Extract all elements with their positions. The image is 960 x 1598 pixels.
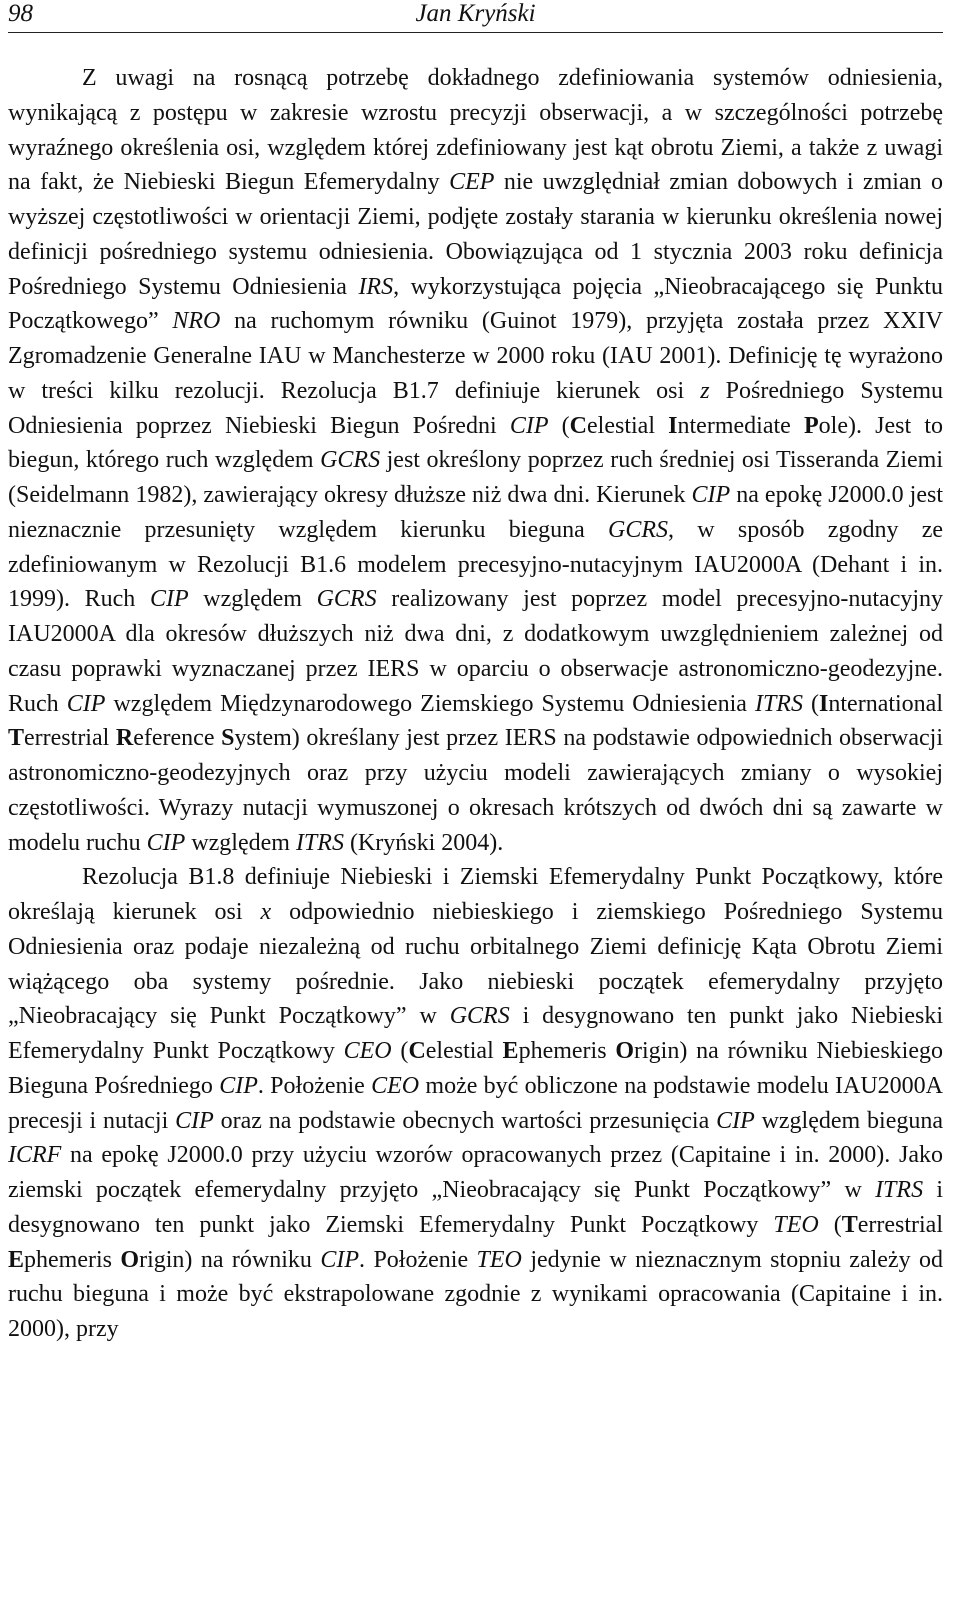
text-run: realizowany jest poprzez model precesyjno-nutacyjny IAU2000A dla okresów dłuższych niż dwa dni, z dodatkowym uwzględnieniem zależnej od czasu poprawki wyznaczanej przez IERS w oparciu o obserwacje astronomiczno-geodezyjne. Ruch xyxy=(8,586,944,717)
italic-term: ICRF xyxy=(8,1142,62,1169)
bold-initial: T xyxy=(8,725,25,752)
bold-initial: E xyxy=(8,1246,25,1273)
italic-term: TEO xyxy=(773,1211,819,1238)
italic-term: x xyxy=(260,899,272,925)
text-run: ystem) określany jest przez IERS na podstawie odpowiednich obserwacji astronomiczno-geodezyjnych oraz przy użyciu modeli zawierających zmiany o wysokiej częstotliwości. Wyrazy nutacji wymuszonej o okresach krótszych od dwóch dni są zawarte w modelu ruchu xyxy=(8,725,943,856)
text-run: elestial xyxy=(587,412,669,439)
italic-term: CEO xyxy=(371,1072,420,1099)
bold-initial: I xyxy=(819,690,829,717)
text-run: na epokę J2000.0 jest nieznacznie przesunięty względem kierunku bieguna xyxy=(8,482,943,543)
bold-initial: O xyxy=(615,1038,635,1064)
italic-term: CIP xyxy=(691,482,731,508)
italic-term: ITRS xyxy=(754,690,803,717)
text-run: jest określony poprzez ruch średniej osi Tisseranda Ziemi (Seidelmann 1982), zawierający okresy dłuższe niż dwa dni. Kierunek xyxy=(8,447,943,508)
bold-initial: C xyxy=(569,412,588,439)
italic-term: TEO xyxy=(476,1246,522,1273)
italic-term: CIP xyxy=(175,1107,214,1134)
italic-term: IRS xyxy=(358,273,394,300)
italic-term: CEP xyxy=(449,169,495,196)
italic-term: CIP xyxy=(149,586,189,613)
text-run: Z uwagi na rosnącą potrzebę dokładnego zdefiniowania systemów odniesienia, wynikającą z postępu w zakresie wzrostu precyzji obserwacji, a w szczególności potrzebę wyraźnego określenia osi, względem której zdefiniowany jest kąt obrotu Ziemi, a także z uwagi na fakt, że Niebieski Biegun Efemerydalny xyxy=(8,65,943,196)
bold-initial: R xyxy=(115,725,134,752)
text-run: , w sposób zgodny ze zdefiniowanym w Rezolucji B1.6 modelem precesyjno-nutacyjnym IAU2000A (Dehant i in. 1999). Ruch xyxy=(8,516,943,613)
italic-term: CIP xyxy=(146,829,186,856)
bold-initial: P xyxy=(803,412,819,439)
page-number: 98 xyxy=(8,0,33,27)
text-run: phemeris xyxy=(24,1246,121,1273)
text-run: względem xyxy=(185,829,296,856)
italic-term: CIP xyxy=(320,1246,360,1273)
text-run: rigin) na równiku xyxy=(139,1246,321,1273)
text-run: (Kryński 2004). xyxy=(343,829,504,856)
text-run: , wykorzystująca pojęcia „Nieobracającego się Punktu Początkowego” xyxy=(8,273,943,335)
body-text xyxy=(8,61,943,1347)
bold-initial: C xyxy=(408,1038,426,1064)
text-run: względem bieguna xyxy=(754,1107,943,1134)
text-run: errestrial xyxy=(857,1211,943,1238)
text-run: ( xyxy=(818,1211,842,1238)
bold-initial: T xyxy=(841,1211,858,1238)
bold-initial: O xyxy=(120,1246,140,1273)
text-run: i desygnowano ten punkt jako Ziemski Efemerydalny Punkt Początkowy xyxy=(8,1177,943,1238)
text-run: eference xyxy=(133,725,222,752)
text-run: na epokę J2000.0 przy użyciu wzorów opracowanych przez (Capitaine i in. 2000). Jako ziemski początek efemerydalny przyjęto „Nieobracający się Punkt Początkowy” w xyxy=(8,1142,943,1203)
text-run: ( xyxy=(391,1038,409,1064)
text-run: ntermediate xyxy=(677,412,804,439)
text-run: Rezolucja B1.8 definiuje Niebieski i Ziemski Efemerydalny Punkt Początkowy, które określają kierunek osi xyxy=(8,864,943,925)
text-run: ole). Jest to biegun, którego ruch względem xyxy=(8,412,944,474)
bold-initial: S xyxy=(221,725,235,752)
text-run: Pośredniego Systemu Odniesienia poprzez Niebieski Biegun Pośredni xyxy=(8,377,944,439)
text-run: względem xyxy=(188,586,317,613)
text-run: względem Międzynarodowego Ziemskiego Systemu Odniesienia xyxy=(105,690,755,717)
text-run: nternational xyxy=(828,690,943,717)
italic-term: GCRS xyxy=(608,516,669,543)
text-run: oraz na podstawie obecnych wartości przesunięcia xyxy=(213,1107,717,1134)
italic-term: CIP xyxy=(66,690,106,717)
text-run: jedynie w nieznacznym stopniu zależy od ruchu bieguna i może być ekstrapolowane zgodnie z wynikami opracowania (Capitaine i in. 2000), przy xyxy=(8,1246,944,1342)
text-run: phemeris xyxy=(518,1038,616,1064)
text-run: nie uwzględniał zmian dobowych i zmian o wyższej częstotliwości w orientacji Ziemi, podjęte zostały starania w kierunku określenia nowej definicji pośredniego systemu odniesienia. Obowiązująca od 1 stycznia 2003 roku definicja Pośredniego Systemu Odniesienia xyxy=(8,169,944,300)
text-run: errestrial xyxy=(24,725,116,752)
italic-term: z xyxy=(700,377,710,404)
text-run: rigin) na równiku Niebieskiego Bieguna Pośredniego xyxy=(8,1038,943,1099)
text-run: ( xyxy=(802,690,820,717)
running-head-author: Jan Kryński xyxy=(415,0,536,27)
text-run: . Położenie xyxy=(257,1072,372,1099)
italic-term: CIP xyxy=(509,412,549,439)
italic-term: CIP xyxy=(716,1107,755,1134)
italic-term: GCRS xyxy=(449,1003,510,1030)
paragraph xyxy=(8,860,943,1347)
running-header xyxy=(8,0,943,33)
text-run: ( xyxy=(548,412,570,439)
italic-term: GCRS xyxy=(320,447,381,474)
italic-term: ITRS xyxy=(295,829,344,856)
italic-term: GCRS xyxy=(316,586,377,613)
text-run: odpowiednio niebieskiego i ziemskiego Pośredniego Systemu Odniesienia oraz podaje niezależną od ruchu orbitalnego Ziemi definicję Kąta Obrotu Ziemi wiążącego oba systemy pośrednie. Jako niebieski początek efemerydalny przyjęto „Nieobracający się Punkt Początkowy” w xyxy=(8,899,943,1030)
text-run: . Położenie xyxy=(359,1246,477,1273)
italic-term: CIP xyxy=(219,1072,258,1099)
paragraph xyxy=(8,61,943,860)
bold-initial: I xyxy=(668,412,678,439)
italic-term: CEO xyxy=(343,1038,392,1064)
text-run: na ruchomym równiku (Guinot 1979), przyjęta została przez XXIV Zgromadzenie Generalne IAU w Manchesterze w 2000 roku (IAU 2001). Definicję tę wyrażono w treści kilku rezolucji. Rezolucja B1.7 definiuje kierunek osi xyxy=(8,308,944,404)
text-run: może być obliczone na podstawie modelu IAU2000A precesji i nutacji xyxy=(8,1072,944,1134)
bold-initial: E xyxy=(502,1038,519,1064)
text-run: elestial xyxy=(425,1038,503,1064)
italic-term: NRO xyxy=(172,308,221,335)
italic-term: ITRS xyxy=(875,1177,924,1203)
text-run: i desygnowano ten punkt jako Niebieski Efemerydalny Punkt Początkowy xyxy=(8,1003,943,1064)
